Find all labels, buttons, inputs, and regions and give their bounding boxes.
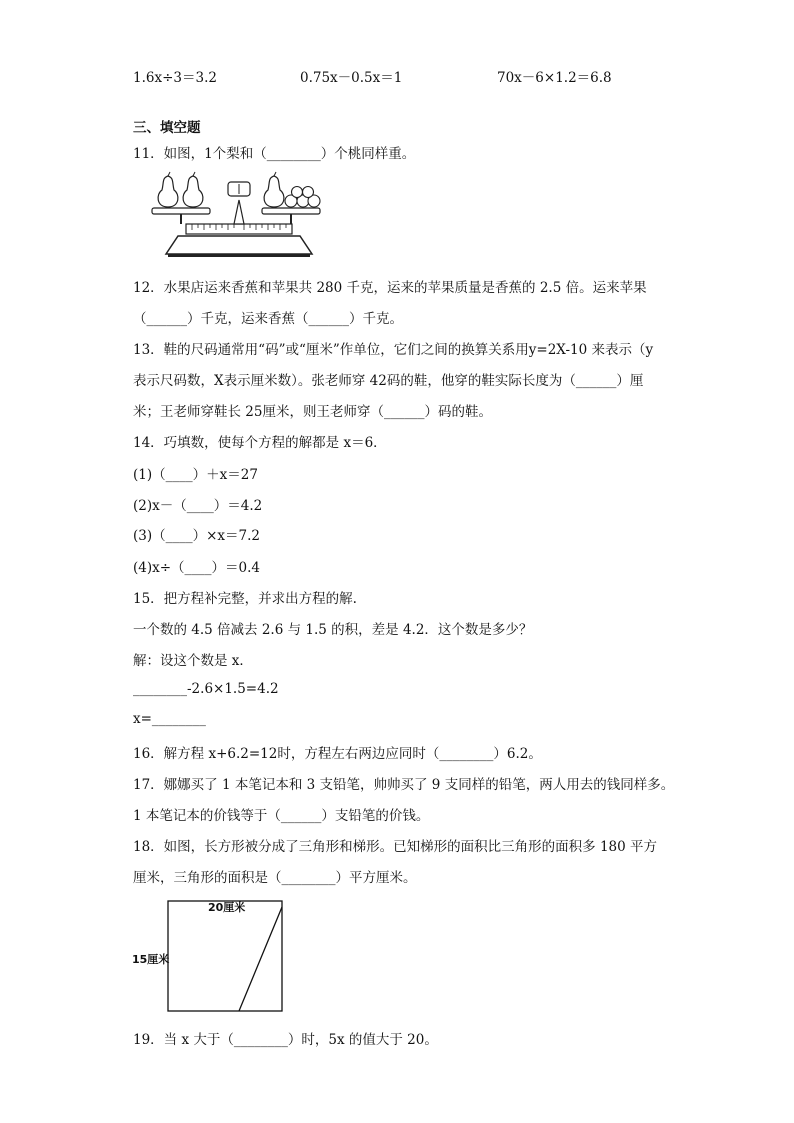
question-13: 13．鞋的尺码通常用“码”或“厘米”作单位，它们之间的换算关系用y=2X-10 来表示（y — [133, 342, 654, 358]
question-16: 16．解方程 x+6.2=12时，方程左右两边应同时（________）6.2。 — [133, 746, 542, 762]
section-heading: 三、填空题 — [133, 120, 201, 136]
question-14-part-3: (3)（____）×x＝7.2 — [133, 528, 261, 544]
question-18: 18．如图，长方形被分成了三角形和梯形。已知梯形的面积比三角形的面积多 180 平方 — [133, 839, 658, 855]
question-15-equation: ________-2.6×1.5=4.2 — [133, 681, 279, 697]
question-17-cont: 1 本笔记本的价钱等于（______）支铅笔的价钱。 — [133, 808, 430, 824]
question-15: 15．把方程补完整，并求出方程的解. — [133, 591, 357, 607]
question-14: 14．巧填数，使每个方程的解都是 x＝6． — [133, 435, 387, 451]
question-14-part-2: (2)x－（____）＝4.2 — [133, 498, 263, 514]
rect-top-label: 20厘米 — [208, 901, 246, 914]
balance-scale-figure — [148, 170, 330, 260]
question-15-problem: 一个数的 4.5 倍减去 2.6 与 1.5 的积，差是 4.2．这个数是多少？ — [133, 622, 533, 638]
question-13-cont-2: 米；王老师穿鞋长 25厘米，则王老师穿（______）码的鞋。 — [133, 404, 492, 420]
rectangle-figure — [130, 895, 290, 1015]
question-17: 17．娜娜买了 1 本笔记本和 3 支铅笔，帅帅买了 9 支同样的铅笔，两人用去的钱同样多。 — [133, 777, 675, 793]
question-15-answer: x=________ — [133, 711, 206, 727]
question-11: 11．如图，1个梨和（________）个桃同样重。 — [133, 146, 416, 162]
equation-1: 1.6x÷3＝3.2 — [133, 70, 217, 86]
question-18-cont: 厘米，三角形的面积是（________）平方厘米。 — [133, 870, 417, 886]
question-15-solution: 解：设这个数是 x． — [133, 653, 253, 669]
equation-2: 0.75x－0.5x＝1 — [300, 70, 403, 86]
question-12-cont: （______）千克，运来香蕉（______）千克。 — [133, 311, 403, 327]
rect-left-label: 15厘米 — [132, 953, 170, 966]
question-13-cont-1: 表示尺码数，X表示厘米数）。张老师穿 42码的鞋，他穿的鞋实际长度为（______）厘 — [133, 373, 644, 389]
question-19: 19．当 x 大于（________）时，5x 的值大于 20。 — [133, 1032, 438, 1048]
question-14-part-4: (4)x÷（____）＝0.4 — [133, 560, 261, 576]
equation-3: 70x－6×1.2＝6.8 — [497, 70, 612, 86]
question-12: 12．水果店运来香蕉和苹果共 280 千克，运来的苹果质量是香蕉的 2.5 倍。运来苹果 — [133, 280, 647, 296]
question-14-part-1: (1)（____）＋x＝27 — [133, 467, 258, 483]
